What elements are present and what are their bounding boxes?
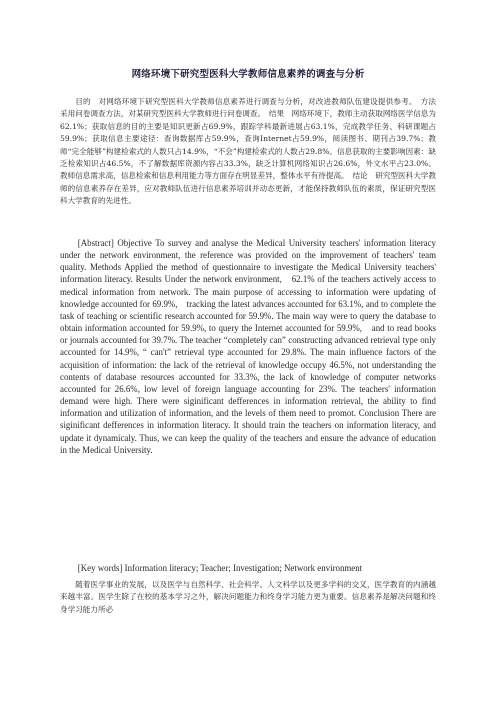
english-abstract: [Abstract] Objective To survey and analyse the Medical University teachers' information literacy under the network environment, the reference was provided on the improvement of teachers' team quality. Methods Applied the method of questionnaire to investigate the Medical University teachers' information literacy. Results Under the network environment, 62.1% of the teachers actively access to medical information from network. The main purpose of accessing to information were updating of knowledge accounted for 69.9%, tracking the latest advances accounted for 63.1%, and to complete the task of teaching or scientific research accounted for 59.9%. The main way were to query the database to obtain information accounted for 59.9%, to query the Internet accounted for 59.9%, and to read books or journals accounted for 39.7%. The teacher “completely can” constructing advanced retrieval type only accounted for 14.9%, “ can't” retrieval type accounted for 29.8%. The main influence factors of the acquisition of information: the lack of the retrieval of knowledge occupy 46.5%, not understanding the contents of database resources accounted for 33.3%, the lack of knowledge of computer networks accounted for 26.6%, low level of foreign language accounting for 23%. The teachers' information demand were high. There were siginificant defferences in information retrieval, the ability to find information and utilization of information, and the levels of them need to promot. Conclusion There are siginificant defferences in information literacy. It should train the teachers on information literacy, and update it dynamicaly. Thus, we can keep the quality of the teachers and ensure the advance of education in the Medical University. xyxy=(60,238,436,455)
chinese-abstract: 目的 对网络环境下研究型医科大学教师信息素养进行调查与分析，对改进教师队伍建设提供参考。 方法 采用问卷调查方法，对某研究型医科大学教师进行问卷调查。 结果 网络环境下，教师主动获取网络医学信息为62.1%；获取信息的目的主要是知识更新占69.9%，跟踪学科最新进展占63.1%，完成教学任务、科研课题占59.9%；获取信息主要途径：查询数据库占59.9%，查询Internet占59.9%，阅读图书、期刊占39.7%；教师“完全能够”构建检索式的人数只占14.9%，“不会”构建检索式的人数占29.8%。信息获取的主要影响因素：缺乏检索知识占46.5%，不了解数据库资源内容占33.3%，缺乏计算机网络知识占26.6%，外文水平占23.0%。教师信息需求高，信息检索和信息利用能力等方面存在明显差异，整体水平有待提高。 结论 研究型医科大学教师的信息素养存在差异，应对教师队伍进行信息素养培训并动态更新，才能保持教师队伍的素质，保证研究型医科大学教育的先进性。 xyxy=(60,97,444,206)
article-title: 网络环境下研究型医科大学教师信息素养的调查与分析 xyxy=(131,69,365,80)
english-keywords: [Key words] Information literacy; Teacher; Investigation; Network environment xyxy=(77,563,363,573)
body-paragraph: 随着医学事业的发展，以及医学与自然科学、社会科学、人文科学以及更多学科的交叉，医学教育的内涵越来越丰富。医学生除了在校的基本学习之外，解决问题能力和终身学习能力更为重要。信息素养是解决问题和终身学习能力所必 xyxy=(60,580,436,614)
